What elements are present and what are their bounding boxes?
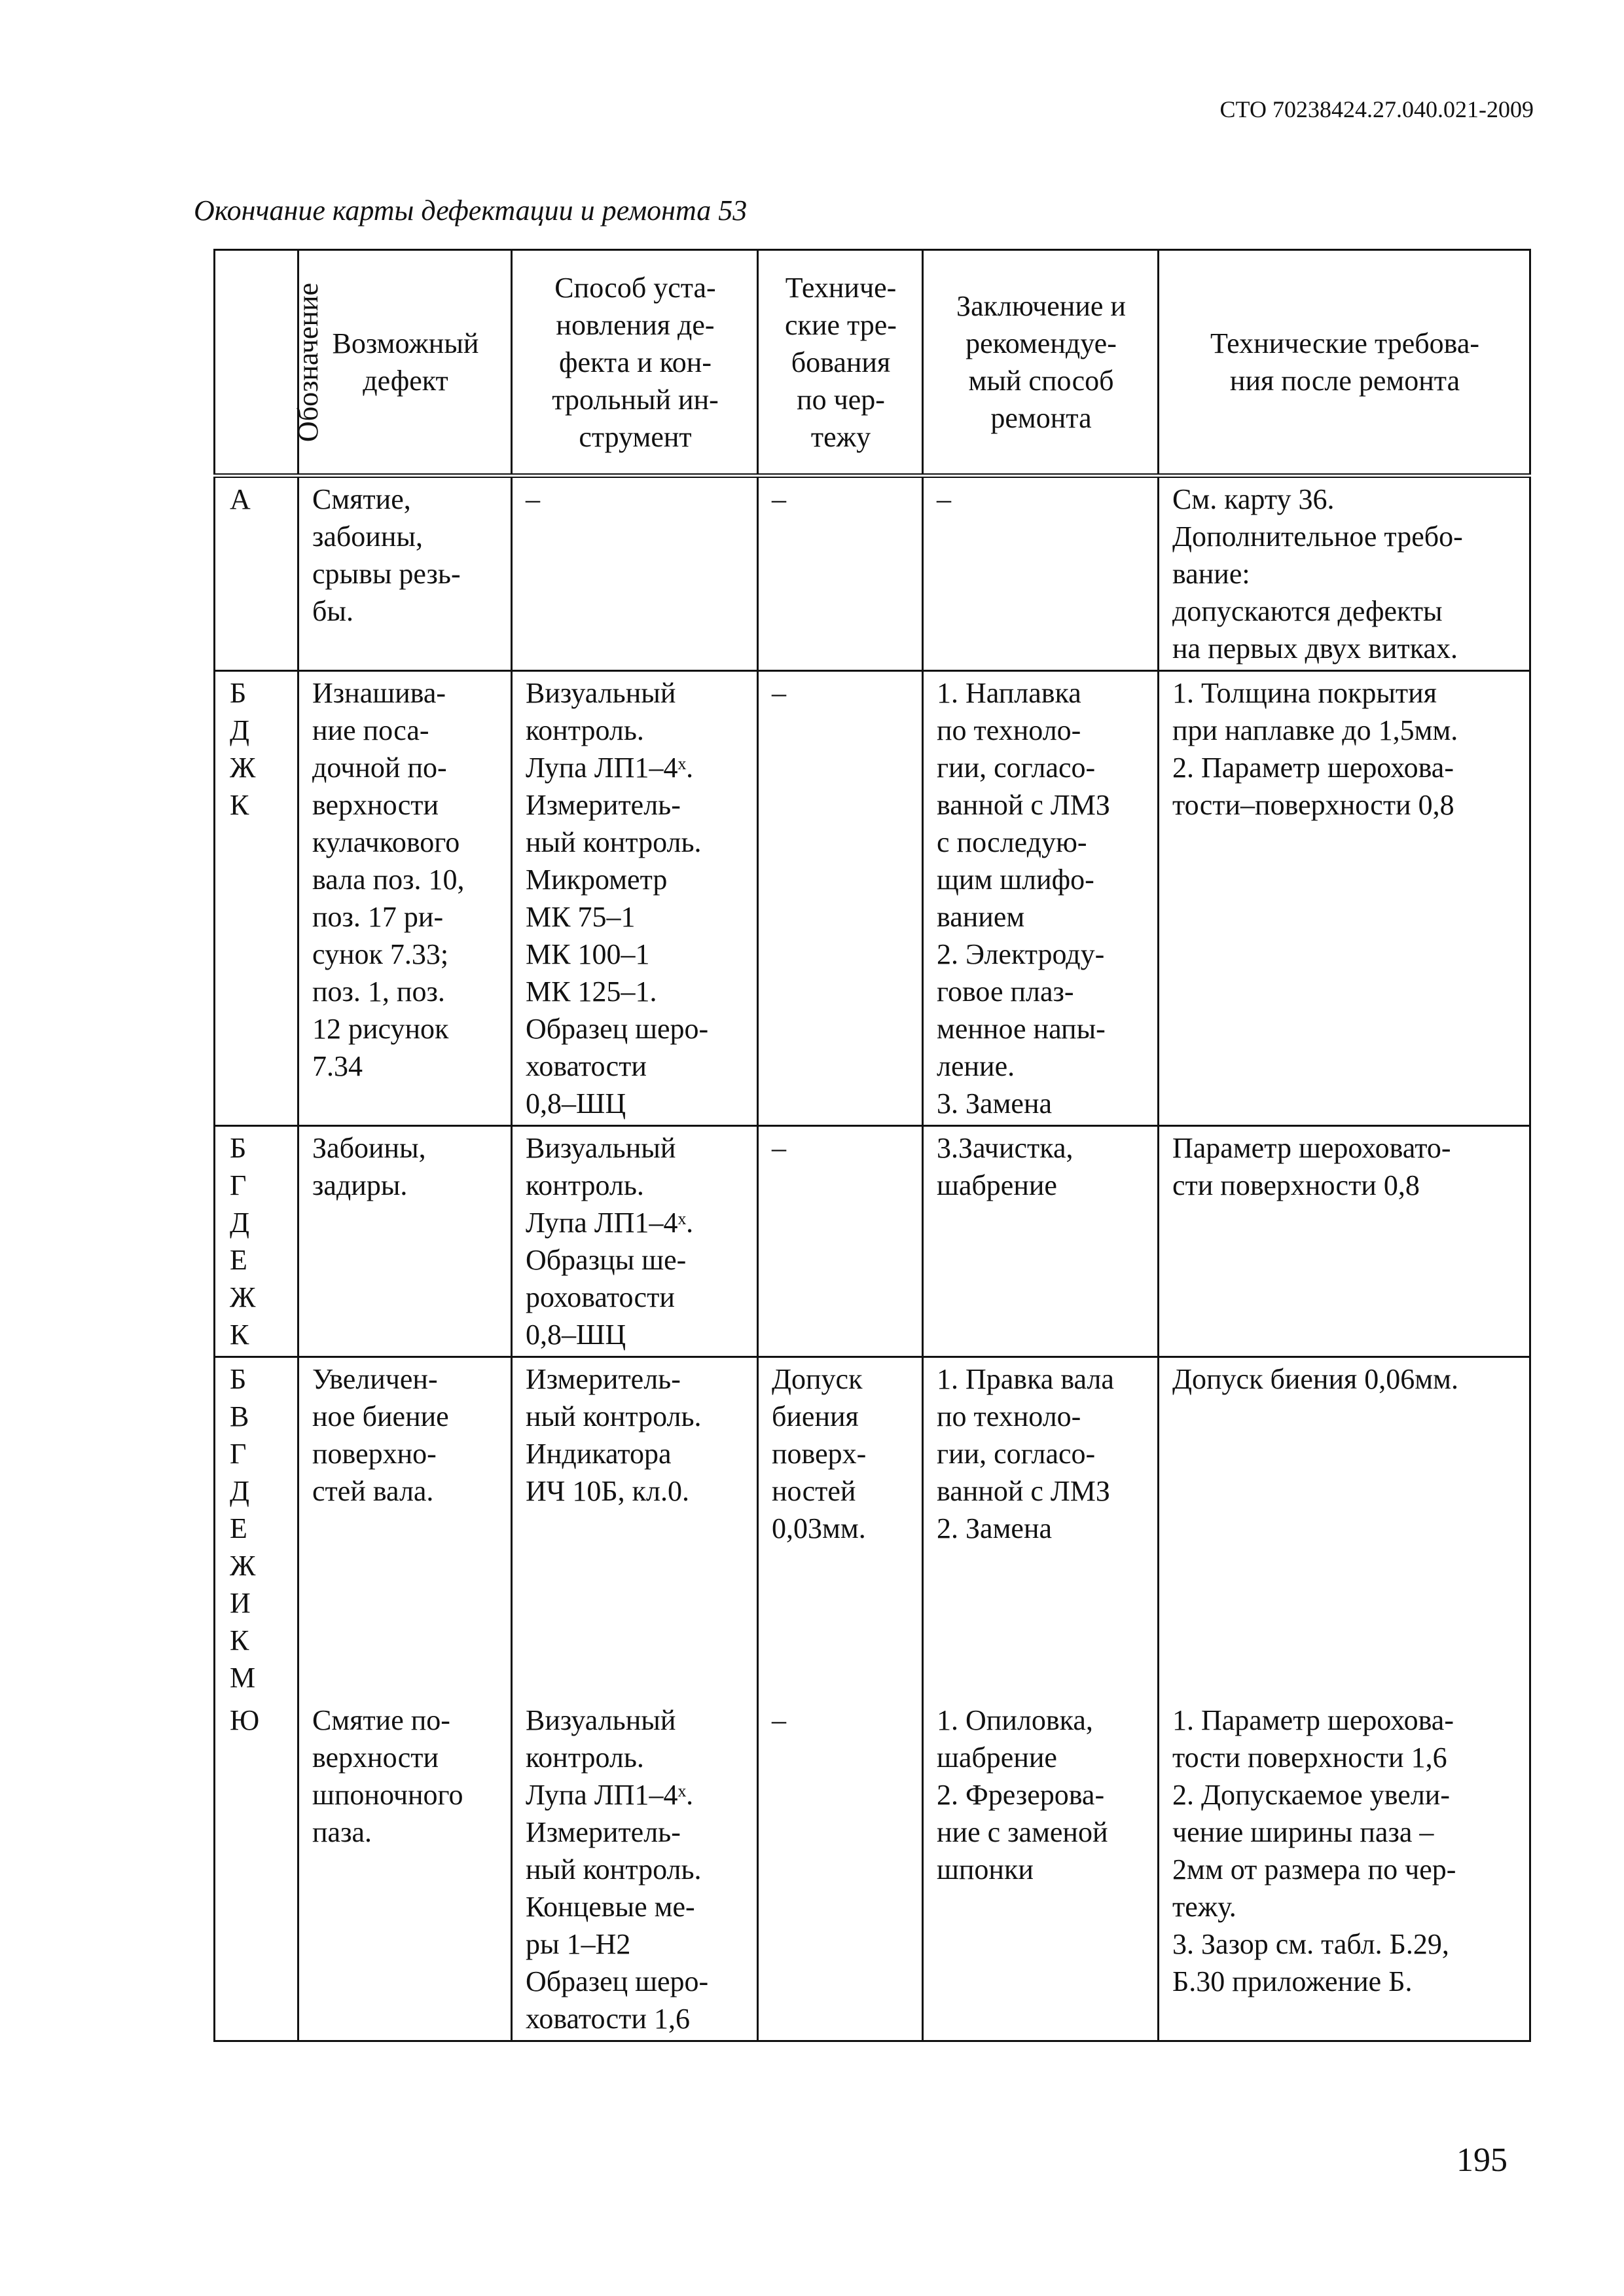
cell-text-line: бования xyxy=(791,346,891,378)
cell-text-line: Д xyxy=(230,1475,250,1507)
cell-text-line: К xyxy=(230,1319,249,1351)
cell-text-line: тости поверхности 1,6 xyxy=(1172,1741,1447,1774)
cell-text-line: дефект xyxy=(363,365,448,397)
cell-text-line: Визуальный xyxy=(526,1132,676,1164)
cell-method xyxy=(512,476,758,671)
header-designation-label: Обозначение xyxy=(292,282,325,442)
cell-text-line: 3. Замена xyxy=(937,1087,1053,1120)
cell-repair-method xyxy=(923,476,1159,671)
cell-text-line: Образец шеро- xyxy=(526,1965,709,1997)
cell-text-line: Визуальный xyxy=(526,1704,676,1736)
cell-text-line: Ж xyxy=(230,752,256,784)
cell-text-line: Допуск биения 0,06мм. xyxy=(1172,1363,1458,1395)
header-defect xyxy=(298,250,512,476)
cell-text-line: с последую- xyxy=(937,826,1087,858)
cell-text-line: 0,8–ШЦ xyxy=(526,1319,626,1351)
cell-drawing-requirements xyxy=(758,1357,923,1700)
cell-text-line: А xyxy=(230,483,251,515)
cell-text-line: 3. Зазор см. табл. Б.29, xyxy=(1172,1928,1449,1960)
cell-text-line: рекомендуе- xyxy=(965,327,1117,359)
cell-designation xyxy=(215,671,298,1126)
cell-text-line: Дополнительное требо- xyxy=(1172,520,1463,553)
cell-text-line: менное напы- xyxy=(937,1013,1106,1045)
cell-text-line: ние с заменой xyxy=(937,1816,1108,1848)
cell-text-line: Ю xyxy=(230,1704,260,1736)
cell-text-line: при наплавке до 1,5мм. xyxy=(1172,714,1458,746)
cell-text-line: по техноло- xyxy=(937,714,1081,746)
cell-text-line: 2мм от размера по чер- xyxy=(1172,1853,1456,1886)
cell-text-line: Заключение и xyxy=(956,290,1126,322)
cell-text-line: 1. Правка вала xyxy=(937,1363,1114,1395)
header-after-repair-requirements xyxy=(1159,250,1530,476)
cell-drawing-requirements xyxy=(758,671,923,1126)
cell-text-line: Технические требова- xyxy=(1210,327,1480,359)
cell-text-line: 2. Допускаемое увели- xyxy=(1172,1779,1450,1811)
cell-text-line: контроль. xyxy=(526,714,644,746)
cell-text-line: шпонки xyxy=(937,1853,1034,1886)
cell-text-line: паза. xyxy=(312,1816,372,1848)
cell-text-line: К xyxy=(230,789,249,821)
cell-text-line: гии, согласо- xyxy=(937,1438,1096,1470)
cell-text-line: забоины, xyxy=(312,520,423,553)
cell-text-line: Визуальный xyxy=(526,677,676,709)
cell-text-line: Ж xyxy=(230,1550,256,1582)
cell-text-line: Б xyxy=(230,677,247,709)
cell-text-line: Образец шеро- xyxy=(526,1013,709,1045)
cell-text-line: Е xyxy=(230,1512,247,1544)
cell-text-line: сунок 7.33; xyxy=(312,938,449,970)
cell-text-line: ИЧ 10Б, кл.0. xyxy=(526,1475,689,1507)
cell-text-line: ванием xyxy=(937,901,1025,933)
cell-text-line: Смятие по- xyxy=(312,1704,450,1736)
header-repair-method xyxy=(923,250,1159,476)
cell-text-line: МК 75–1 xyxy=(526,901,636,933)
cell-text-line: ный контроль. xyxy=(526,1400,702,1432)
cell-text-line: Б xyxy=(230,1132,247,1164)
cell-defect xyxy=(298,1357,512,1700)
cell-text-line: Микрометр xyxy=(526,864,668,896)
cell-text-line: Д xyxy=(230,1207,250,1239)
cell-text-line: В xyxy=(230,1400,249,1432)
cell-text-line: шабрение xyxy=(937,1169,1057,1201)
cell-text-line: ховатости 1,6 xyxy=(526,2003,690,2035)
cell-text-line: 3.Зачистка, xyxy=(937,1132,1074,1164)
cell-after-repair xyxy=(1159,1126,1530,1357)
cell-text-line: 2. Электроду- xyxy=(937,938,1105,970)
cell-text-line: Увеличен- xyxy=(312,1363,438,1395)
cell-text-line: См. карту 36. xyxy=(1172,483,1335,515)
cell-text-line: допускаются дефекты xyxy=(1172,595,1443,627)
document-code: СТО 70238424.27.040.021-2009 xyxy=(1219,96,1534,122)
cell-text-line: говое плаз- xyxy=(937,975,1074,1008)
cell-drawing-requirements xyxy=(758,476,923,671)
cell-text-line: ление. xyxy=(937,1050,1015,1082)
cell-text-line: дочной по- xyxy=(312,752,447,784)
cell-text-line: И xyxy=(230,1587,251,1619)
cell-text-line: струмент xyxy=(579,420,692,453)
cell-text-line: – xyxy=(937,483,951,515)
cell-text-line: чение ширины паза – xyxy=(1172,1816,1434,1848)
cell-text-line: гии, согласо- xyxy=(937,752,1096,784)
cell-text-line: Д xyxy=(230,714,250,746)
cell-text-line: бы. xyxy=(312,595,353,627)
cell-text-line: вала поз. 10, xyxy=(312,864,465,896)
cell-text-line: Лупа ЛП1–4ˣ. xyxy=(526,752,694,784)
cell-text-line: ховатости xyxy=(526,1050,647,1082)
cell-text-line: по чер- xyxy=(797,383,885,416)
cell-text-line: 2. Замена xyxy=(937,1512,1053,1544)
cell-text-line: К xyxy=(230,1624,249,1656)
cell-defect xyxy=(298,671,512,1126)
cell-text-line: Измеритель- xyxy=(526,789,681,821)
cell-designation xyxy=(215,1357,298,1700)
cell-text-line: Индикатора xyxy=(526,1438,672,1470)
cell-text-line: 0,03мм. xyxy=(772,1512,866,1544)
cell-text-line: 12 рисунок xyxy=(312,1013,449,1045)
cell-text-line: поз. 1, поз. xyxy=(312,975,445,1008)
cell-drawing-requirements xyxy=(758,1126,923,1357)
cell-text-line: Измеритель- xyxy=(526,1816,681,1848)
cell-text-line: Г xyxy=(230,1438,247,1470)
cell-text-line: сти поверхности 0,8 xyxy=(1172,1169,1420,1201)
cell-text-line: Б.30 приложение Б. xyxy=(1172,1965,1413,1997)
table-row xyxy=(215,1699,1530,2041)
cell-text-line: МК 100–1 xyxy=(526,938,650,970)
cell-designation xyxy=(215,476,298,671)
cell-text-line: поз. 17 ри- xyxy=(312,901,444,933)
cell-text-line: – xyxy=(772,483,786,515)
cell-text-line: тости–поверхности 0,8 xyxy=(1172,789,1454,821)
cell-repair-method xyxy=(923,1126,1159,1357)
cell-text-line: 1. Параметр шерохова- xyxy=(1172,1704,1454,1736)
cell-repair-method xyxy=(923,671,1159,1126)
cell-text-line: – xyxy=(772,1132,786,1164)
cell-repair-method xyxy=(923,1699,1159,2041)
cell-text-line: верхности xyxy=(312,789,439,821)
cell-text-line: 0,8–ШЦ xyxy=(526,1087,626,1120)
cell-text-line: МК 125–1. xyxy=(526,975,657,1008)
cell-text-line: ры 1–Н2 xyxy=(526,1928,631,1960)
cell-text-line: новления де- xyxy=(556,308,715,341)
cell-text-line: тежу xyxy=(810,420,871,453)
page-number: 195 xyxy=(1456,2141,1507,2179)
cell-text-line: Лупа ЛП1–4ˣ. xyxy=(526,1779,694,1811)
cell-text-line: Лупа ЛП1–4ˣ. xyxy=(526,1207,694,1239)
cell-text-line: контроль. xyxy=(526,1741,644,1774)
cell-text-line: Возможный xyxy=(332,327,479,359)
table-row xyxy=(215,1357,1530,1700)
cell-text-line: щим шлифо- xyxy=(937,864,1094,896)
cell-repair-method xyxy=(923,1357,1159,1700)
cell-text-line: поверх- xyxy=(772,1438,867,1470)
cell-method xyxy=(512,1126,758,1357)
cell-text-line: ванной с ЛМЗ xyxy=(937,789,1110,821)
cell-text-line: Смятие, xyxy=(312,483,411,515)
table-header-row xyxy=(215,250,1530,476)
cell-text-line: Параметр шероховато- xyxy=(1172,1132,1451,1164)
cell-text-line: ния после ремонта xyxy=(1229,365,1460,397)
cell-after-repair xyxy=(1159,1699,1530,2041)
cell-text-line: Ж xyxy=(230,1281,256,1313)
cell-text-line: Е xyxy=(230,1244,247,1276)
cell-text-line: шабрение xyxy=(937,1741,1057,1774)
cell-text-line: ремонта xyxy=(990,402,1092,434)
cell-text-line: срывы резь- xyxy=(312,558,461,590)
header-drawing-requirements xyxy=(758,250,923,476)
cell-text-line: тежу. xyxy=(1172,1891,1236,1923)
cell-text-line: верхности xyxy=(312,1741,439,1774)
table-caption: Окончание карты дефектации и ремонта 53 xyxy=(194,194,748,227)
cell-text-line: стей вала. xyxy=(312,1475,434,1507)
cell-text-line: – xyxy=(772,1704,786,1736)
cell-text-line: – xyxy=(772,677,786,709)
cell-text-line: 1. Толщина покрытия xyxy=(1172,677,1437,709)
table-row xyxy=(215,671,1530,1126)
cell-text-line: – xyxy=(526,483,540,515)
cell-defect xyxy=(298,1699,512,2041)
cell-text-line: фекта и кон- xyxy=(558,346,712,378)
cell-text-line: ностей xyxy=(772,1475,856,1507)
cell-text-line: Допуск xyxy=(772,1363,863,1395)
defect-repair-table xyxy=(213,249,1531,2042)
cell-text-line: на первых двух витках. xyxy=(1172,632,1458,665)
cell-text-line: Измеритель- xyxy=(526,1363,681,1395)
cell-text-line: Техниче- xyxy=(785,271,897,304)
cell-text-line: по техноло- xyxy=(937,1400,1081,1432)
cell-text-line: трольный ин- xyxy=(552,383,719,416)
cell-text-line: ное биение xyxy=(312,1400,449,1432)
cell-text-line: роховатости xyxy=(526,1281,675,1313)
cell-text-line: задиры. xyxy=(312,1169,408,1201)
cell-designation xyxy=(215,1126,298,1357)
cell-method xyxy=(512,1357,758,1700)
cell-text-line: 7.34 xyxy=(312,1050,363,1082)
cell-text-line: Концевые ме- xyxy=(526,1891,695,1923)
cell-text-line: ный контроль. xyxy=(526,1853,702,1886)
cell-text-line: биения xyxy=(772,1400,859,1432)
cell-text-line: 2. Фрезерова- xyxy=(937,1779,1105,1811)
cell-text-line: Образцы ше- xyxy=(526,1244,687,1276)
cell-defect xyxy=(298,1126,512,1357)
cell-after-repair xyxy=(1159,1357,1530,1700)
cell-text-line: Способ уста- xyxy=(554,271,716,304)
cell-text-line: вание: xyxy=(1172,558,1250,590)
cell-text-line: М xyxy=(230,1662,256,1694)
cell-text-line: контроль. xyxy=(526,1169,644,1201)
cell-text-line: ный контроль. xyxy=(526,826,702,858)
cell-text-line: 1. Наплавка xyxy=(937,677,1081,709)
cell-text-line: Г xyxy=(230,1169,247,1201)
cell-text-line: Б xyxy=(230,1363,247,1395)
cell-after-repair xyxy=(1159,476,1530,671)
cell-text-line: Забоины, xyxy=(312,1132,426,1164)
cell-text-line: 1. Опиловка, xyxy=(937,1704,1093,1736)
cell-text-line: поверхно- xyxy=(312,1438,437,1470)
cell-defect xyxy=(298,476,512,671)
cell-drawing-requirements xyxy=(758,1699,923,2041)
cell-after-repair xyxy=(1159,671,1530,1126)
cell-text-line: 2. Параметр шерохова- xyxy=(1172,752,1454,784)
table-row xyxy=(215,1126,1530,1357)
cell-text-line: ние поса- xyxy=(312,714,429,746)
table-row xyxy=(215,476,1530,671)
cell-text-line: ские тре- xyxy=(785,308,897,341)
header-designation xyxy=(215,250,325,476)
cell-text-line: шпоночного xyxy=(312,1779,463,1811)
cell-text-line: кулачкового xyxy=(312,826,460,858)
cell-text-line: ванной с ЛМЗ xyxy=(937,1475,1110,1507)
cell-text-line: мый способ xyxy=(968,365,1114,397)
cell-method xyxy=(512,671,758,1126)
cell-designation xyxy=(215,1699,298,2041)
cell-text-line: Изнашива- xyxy=(312,677,446,709)
header-method xyxy=(512,250,758,476)
cell-method xyxy=(512,1699,758,2041)
